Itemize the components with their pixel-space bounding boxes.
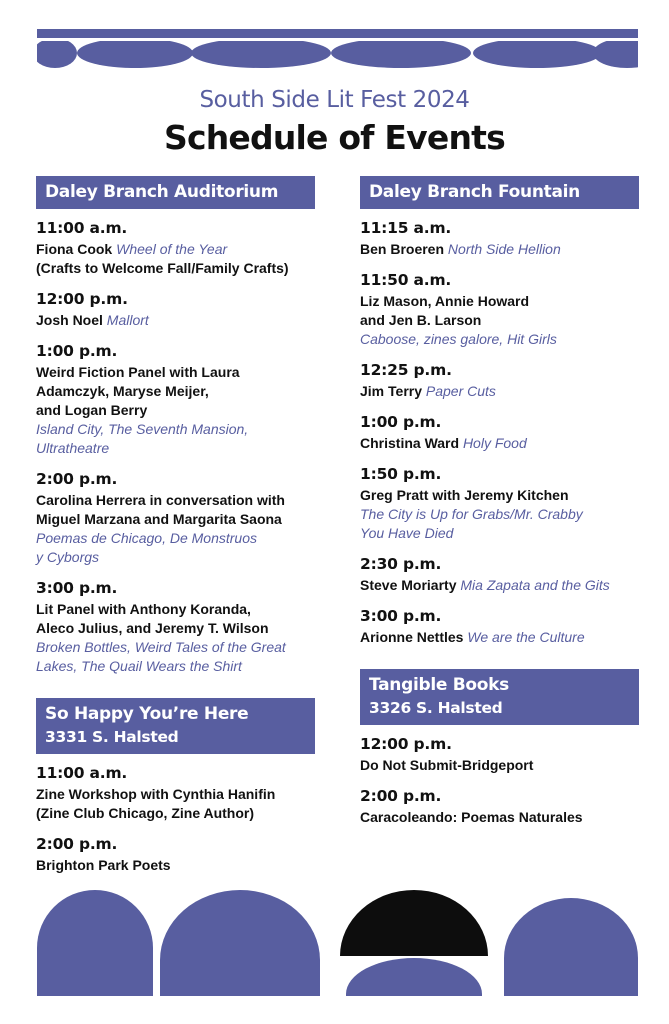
event-line xyxy=(360,311,639,330)
event-work-title: y Cyborgs xyxy=(36,549,100,565)
event-line xyxy=(36,529,315,548)
event-time: 1:00 p.m. xyxy=(360,413,442,431)
event-line xyxy=(360,382,639,401)
event-line xyxy=(36,638,315,657)
venue-events xyxy=(36,763,315,875)
venue-address: 3331 S. Halsted xyxy=(45,728,179,746)
event-presenter: Zine Workshop with Cynthia Hanifin xyxy=(36,786,276,802)
event-presenter: (Crafts to Welcome Fall/Family Crafts) xyxy=(36,260,289,276)
event-work-title: Paper Cuts xyxy=(425,383,496,399)
event-item xyxy=(360,606,639,647)
event-time: 1:00 p.m. xyxy=(36,342,118,360)
event-item xyxy=(36,763,315,823)
event-item xyxy=(360,270,639,349)
event-line xyxy=(36,311,315,330)
event-time: 11:50 a.m. xyxy=(360,271,452,289)
event-work-title: Holy Food xyxy=(462,435,527,451)
venue-events xyxy=(36,218,315,676)
event-presenter: Greg Pratt with Jeremy Kitchen xyxy=(360,487,569,503)
venue-header-tangible-books xyxy=(360,669,639,725)
event-work-title: Wheel of the Year xyxy=(116,241,228,257)
top-banner-graphic xyxy=(37,29,638,68)
venue-name: Tangible Books xyxy=(369,675,509,695)
left-schedule-column xyxy=(36,176,315,875)
footer-arch-1 xyxy=(37,890,153,996)
event-time: 2:00 p.m. xyxy=(360,787,442,805)
footer-black-semicircle xyxy=(340,890,488,956)
event-work-title: Caboose, zines galore, Hit Girls xyxy=(360,331,557,347)
event-time: 2:00 p.m. xyxy=(36,835,118,853)
event-presenter: Do Not Submit-Bridgeport xyxy=(360,757,534,773)
venue-address: 3326 S. Halsted xyxy=(369,699,503,717)
event-work-title: Poemas de Chicago, De Monstruos xyxy=(36,530,257,546)
event-time: 12:25 p.m. xyxy=(360,361,452,379)
event-presenter: Fiona Cook xyxy=(36,241,113,257)
footer-arch-2 xyxy=(160,890,320,996)
event-time: 11:00 a.m. xyxy=(36,764,128,782)
event-line xyxy=(36,785,315,804)
event-item xyxy=(360,464,639,543)
footer-small-arch xyxy=(346,958,482,996)
event-work-title: Broken Bottles, Weird Tales of the Great xyxy=(36,639,286,655)
venue-header-daley-branch-fountain xyxy=(360,176,639,209)
event-time: 12:00 p.m. xyxy=(36,290,128,308)
event-presenter: Adamczyk, Maryse Meijer, xyxy=(36,383,209,399)
event-line xyxy=(36,856,315,875)
event-presenter: (Zine Club Chicago, Zine Author) xyxy=(36,805,255,821)
footer-arch-graphics xyxy=(0,890,669,1000)
event-presenter: Ben Broeren xyxy=(360,241,445,257)
event-line xyxy=(36,600,315,619)
event-presenter: and Jen B. Larson xyxy=(360,312,482,328)
event-work-title: North Side Hellion xyxy=(447,241,561,257)
event-work-title: We are the Culture xyxy=(467,629,585,645)
event-time: 1:50 p.m. xyxy=(360,465,442,483)
event-item xyxy=(360,734,639,775)
event-time: 3:00 p.m. xyxy=(36,579,118,597)
event-item xyxy=(360,218,639,259)
event-presenter: Carolina Herrera in conversation with xyxy=(36,492,285,508)
event-item xyxy=(360,554,639,595)
event-line xyxy=(36,804,315,823)
page-heading xyxy=(0,86,669,160)
event-item xyxy=(36,289,315,330)
event-work-title: Mallort xyxy=(106,312,149,328)
event-item xyxy=(360,412,639,453)
event-line xyxy=(360,434,639,453)
event-time: 11:00 a.m. xyxy=(36,219,128,237)
event-item xyxy=(36,218,315,278)
page-subtitle: South Side Lit Fest 2024 xyxy=(199,87,470,113)
venue-name: Daley Branch Fountain xyxy=(369,182,580,202)
event-presenter: Steve Moriarty xyxy=(360,577,457,593)
event-item xyxy=(36,834,315,875)
event-item xyxy=(36,469,315,567)
event-presenter: Brighton Park Poets xyxy=(36,857,171,873)
event-line xyxy=(36,548,315,567)
event-work-title: Ultratheatre xyxy=(36,440,110,456)
event-line xyxy=(360,576,639,595)
event-item xyxy=(360,786,639,827)
venue-header-so-happy-you-re-here xyxy=(36,698,315,754)
event-presenter: Jim Terry xyxy=(360,383,422,399)
venue-events xyxy=(360,734,639,827)
event-presenter: and Logan Berry xyxy=(36,402,148,418)
event-line xyxy=(36,240,315,259)
event-presenter: Miguel Marzana and Margarita Saona xyxy=(36,511,282,527)
event-line xyxy=(36,401,315,420)
event-work-title: Lakes, The Quail Wears the Shirt xyxy=(36,658,242,674)
event-line xyxy=(36,259,315,278)
page-title: Schedule of Events xyxy=(164,118,505,157)
event-line xyxy=(360,524,639,543)
event-work-title: Island City, The Seventh Mansion, xyxy=(36,421,249,437)
event-presenter: Aleco Julius, and Jeremy T. Wilson xyxy=(36,620,269,636)
event-line xyxy=(360,505,639,524)
event-line xyxy=(360,756,639,775)
event-time: 11:15 a.m. xyxy=(360,219,452,237)
event-line xyxy=(36,657,315,676)
event-presenter: Arionne Nettles xyxy=(360,629,464,645)
event-work-title: You Have Died xyxy=(360,525,454,541)
event-item xyxy=(36,341,315,458)
event-line xyxy=(360,486,639,505)
event-presenter: Caracoleando: Poemas Naturales xyxy=(360,809,583,825)
venue-header-daley-branch-auditorium xyxy=(36,176,315,209)
right-schedule-column xyxy=(360,176,639,827)
event-item xyxy=(36,578,315,676)
event-line xyxy=(360,240,639,259)
event-presenter: Christina Ward xyxy=(360,435,460,451)
venue-name: So Happy You’re Here xyxy=(45,704,249,724)
event-presenter: Josh Noel xyxy=(36,312,103,328)
event-presenter: Weird Fiction Panel with Laura xyxy=(36,364,240,380)
venue-name: Daley Branch Auditorium xyxy=(45,182,279,202)
event-time: 2:00 p.m. xyxy=(36,470,118,488)
event-line xyxy=(360,808,639,827)
event-time: 3:00 p.m. xyxy=(360,607,442,625)
event-line xyxy=(36,510,315,529)
venue-events xyxy=(360,218,639,647)
event-line xyxy=(36,439,315,458)
event-work-title: The City is Up for Grabs/Mr. Crabby xyxy=(360,506,583,522)
event-time: 12:00 p.m. xyxy=(360,735,452,753)
event-presenter: Liz Mason, Annie Howard xyxy=(360,293,530,309)
event-line xyxy=(360,330,639,349)
footer-arch-3 xyxy=(504,898,638,996)
event-line xyxy=(36,619,315,638)
event-line xyxy=(36,491,315,510)
event-work-title: Mia Zapata and the Gits xyxy=(460,577,610,593)
event-item xyxy=(360,360,639,401)
event-line xyxy=(360,292,639,311)
event-line xyxy=(360,628,639,647)
event-presenter: Lit Panel with Anthony Koranda, xyxy=(36,601,251,617)
event-time: 2:30 p.m. xyxy=(360,555,442,573)
event-line xyxy=(36,382,315,401)
event-line xyxy=(36,420,315,439)
event-line xyxy=(36,363,315,382)
